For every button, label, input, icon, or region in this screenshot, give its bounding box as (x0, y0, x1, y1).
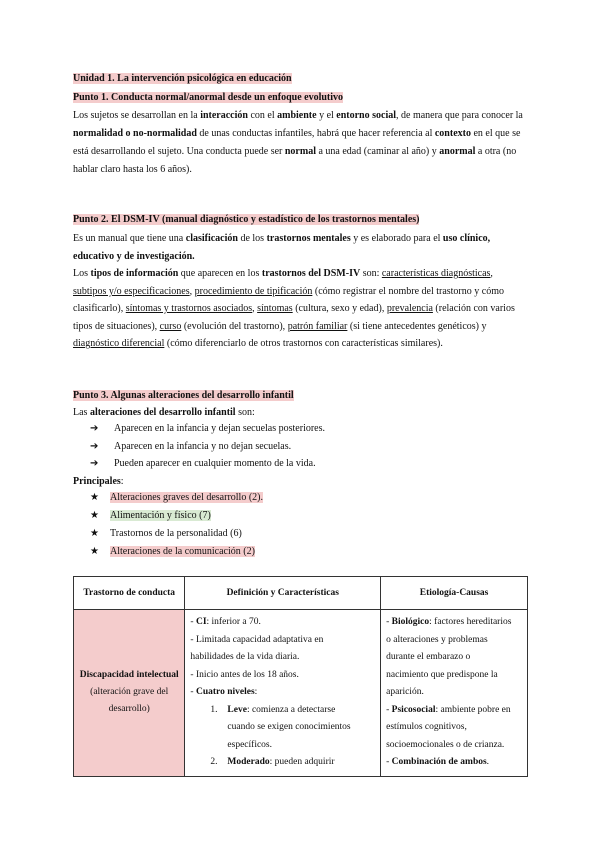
list-item: ➔ Aparecen en la infancia y dejan secuelas posteriores. (90, 423, 326, 434)
star-icon: ★ (90, 492, 99, 503)
section-2-paragraph-line: diagnóstico diferencial (cómo diferenciarlo de otros trastornos con características similares). (73, 338, 443, 349)
section-2-paragraph-line: subtipos y/o especificaciones, procedimiento de tipificación (cómo registrar el nombre del trastorno y cómo (73, 286, 504, 297)
list-item: ★ Alteraciones de la comunicación (2) (90, 546, 255, 557)
principales-label: Principales: (73, 476, 124, 487)
section-2-paragraph-line: clasificarlo), síntomas y trastornos asociados, síntomas (cultura, sexo y edad), prevalencia (relación con varios (73, 303, 515, 314)
column-header: Definición y Características (185, 577, 381, 610)
star-icon: ★ (90, 528, 99, 539)
section-1-paragraph-line: Los sujetos se desarrollan en la interacción con el ambiente y el entorno social, de manera que para conocer la (73, 110, 523, 121)
column-header: Trastorno de conducta (74, 577, 185, 610)
arrow-list (90, 422, 325, 475)
table-header-row (74, 577, 528, 610)
list-item: ★ Trastornos de la personalidad (6) (90, 528, 242, 539)
arrow-icon: ➔ (90, 440, 99, 452)
section-1-paragraph-line: hablar claro hasta los 6 años). (73, 164, 192, 175)
list-item: ➔ Aparecen en la infancia y no dejan secuelas. (90, 440, 292, 452)
disorders-table (73, 576, 528, 777)
disorder-name-cell: Discapacidad intelectual (alteración grave del desarrollo) (74, 610, 185, 777)
star-icon: ★ (90, 546, 99, 557)
section-2-paragraph-line: Los tipos de información que aparecen en los trastornos del DSM-IV son: características diagnósticas, (73, 268, 493, 279)
star-list (90, 491, 263, 563)
section-1-heading: Punto 1. Conducta normal/anormal desde un enfoque evolutivo (73, 92, 344, 103)
section-3-heading: Punto 3. Algunas alteraciones del desarrollo infantil (73, 390, 294, 401)
section-2-paragraph-line: Es un manual que tiene una clasificación de los trastornos mentales y es elaborado para el uso clínico, (73, 233, 491, 244)
section-1-paragraph-line: está desarrollando el sujeto. Una conducta puede ser normal a una edad (caminar al año) y anormal a otra (no (73, 146, 517, 157)
section-2-heading: Punto 2. El DSM-IV (manual diagnóstico y estadístico de los trastornos mentales) (73, 214, 420, 225)
etiology-cell: - Biológico: factores hereditarios o alteraciones y problemas durante el embarazo o nacimiento que predispone la aparición. - Psicosocial: ambiente pobre en estímulos cognitivos, socioemocionales o de crianza. - Combinación de ambos. (381, 610, 528, 777)
section-1-paragraph-line: normalidad o no-normalidad de unas conductas infantiles, habrá que hacer referencia al contexto en el que se (73, 128, 521, 139)
section-2-paragraph-line: tipos de situaciones), curso (evolución del trastorno), patrón familiar (si tiene antecedentes genéticos) y (73, 321, 487, 332)
section-3-intro: Las alteraciones del desarrollo infantil son: (73, 407, 255, 418)
arrow-icon: ➔ (90, 423, 99, 434)
section-2-paragraph-line: educativo y de investigación. (73, 251, 195, 262)
star-icon: ★ (90, 510, 99, 521)
arrow-icon: ➔ (90, 458, 99, 469)
list-item: ➔ Pueden aparecer en cualquier momento de la vida. (90, 458, 316, 469)
table-row (74, 610, 528, 777)
column-header: Etiología-Causas (381, 577, 528, 610)
list-item: ★ Alteraciones graves del desarrollo (2). (90, 492, 263, 503)
unit-title: Unidad 1. La intervención psicológica en educación (73, 73, 292, 84)
definition-cell: - CI: inferior a 70. - Limitada capacidad adaptativa en habilidades de la vida diaria. - Inicio antes de los 18 años. - Cuatro niveles: 1. Leve: comienza a detectarse cuando se exigen conocimientos específicos. 2. Moderado: pueden adquirir (185, 610, 381, 777)
list-item: ★ Alimentación y físico (7) (90, 510, 211, 521)
